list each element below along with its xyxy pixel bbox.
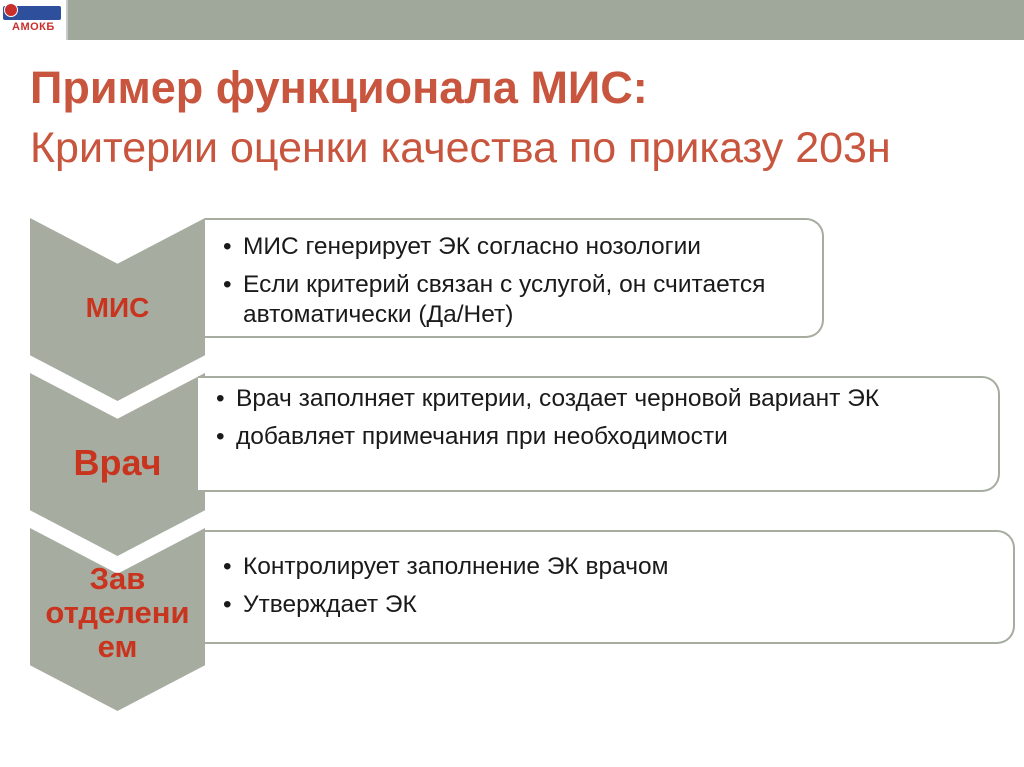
label-head [30,562,205,664]
label-head-line-3: ем [97,629,138,664]
slide-subtitle: Критерии оценки качества по приказу 203н [30,124,891,172]
label-head-line-2: отделени [45,595,190,630]
content-box-mis [205,218,824,338]
label-head-line-1: Зав [89,561,146,596]
bullet-mis-1: • МИС генерирует ЭК согласно нозологии [223,232,812,262]
bullet-head-2: • Утверждает ЭК [223,590,1003,620]
bullet-mis-2: • Если критерий связан с услугой, он считается автоматически (Да/Нет) [223,270,812,330]
bullet-doctor-1: • Врач заполняет критерии, создает черновой вариант ЭК [216,384,988,414]
content-box-doctor [198,376,1000,492]
bullet-doctor-2: • добавляет примечания при необходимости [216,422,988,452]
slide-title: Пример функционала МИС: [30,62,648,113]
content-box-head [205,530,1015,644]
logo-text: АМОКБ [12,21,55,33]
top-bar [0,0,1024,40]
logo-seal-icon [4,3,18,17]
label-doctor: Врач [73,442,162,483]
hospital-logo [0,0,68,40]
bullet-head-1: • Контролирует заполнение ЭК врачом [223,552,1003,582]
label-mis: МИС [85,292,150,323]
